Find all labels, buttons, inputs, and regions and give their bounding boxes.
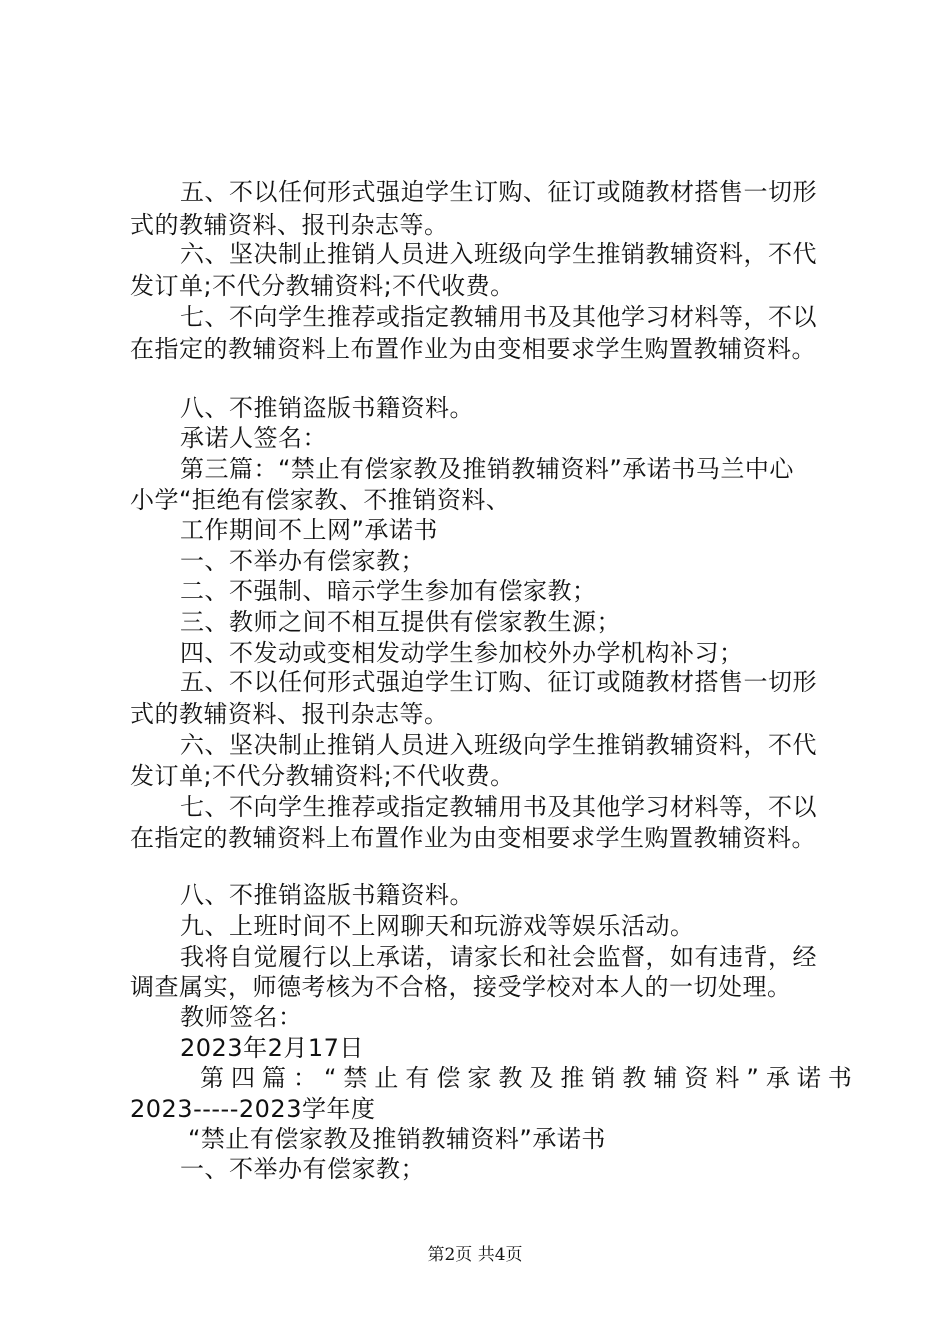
text-line: 工作期间不上网”承诺书 xyxy=(180,516,438,544)
text-line: 在指定的教辅资料上布置作业为由变相要求学生购置教辅资料。 xyxy=(130,824,816,852)
text-line: 式的教辅资料、报刊杂志等。 xyxy=(130,211,449,239)
text-line: 八、不推销盗版书籍资料。 xyxy=(180,394,474,422)
text-line: “禁止有偿家教及推销教辅资料”承诺书 xyxy=(188,1125,606,1153)
text-line: 发订单;不代分教辅资料;不代收费。 xyxy=(130,272,515,300)
text-line: 一、不举办有偿家教； xyxy=(180,1155,425,1183)
text-line: 小学“拒绝有偿家教、不推销资料、 xyxy=(130,486,511,514)
text-line: 二、不强制、暗示学生参加有偿家教； xyxy=(180,577,597,605)
page-number: 第2页 共4页 xyxy=(427,1245,523,1265)
text-line: 式的教辅资料、报刊杂志等。 xyxy=(130,700,449,728)
text-line: 七、不向学生推荐或指定教辅用书及其他学习材料等，不以 xyxy=(180,303,817,331)
section-heading: 第四篇：“禁止有偿家教及推销教辅资料”承诺书 xyxy=(200,1064,859,1092)
text-line: 五、不以任何形式强迫学生订购、征订或随教材搭售一切形 xyxy=(180,178,817,206)
text-line: 六、坚决制止推销人员进入班级向学生推销教辅资料，不代 xyxy=(180,731,817,759)
text-line: 九、上班时间不上网聊天和玩游戏等娱乐活动。 xyxy=(180,912,695,940)
text-line: 五、不以任何形式强迫学生订购、征订或随教材搭售一切形 xyxy=(180,668,817,696)
text-line: 六、坚决制止推销人员进入班级向学生推销教辅资料，不代 xyxy=(180,240,817,268)
text-line: 2023-----2023学年度 xyxy=(130,1095,376,1123)
text-line: 在指定的教辅资料上布置作业为由变相要求学生购置教辅资料。 xyxy=(130,335,816,363)
text-line: 四、不发动或变相发动学生参加校外办学机构补习； xyxy=(180,639,744,667)
text-line: 我将自觉履行以上承诺，请家长和社会监督，如有违背，经 xyxy=(180,943,817,971)
text-line: 发订单;不代分教辅资料;不代收费。 xyxy=(130,762,515,790)
text-line: 调查属实，师德考核为不合格，接受学校对本人的一切处理。 xyxy=(130,973,792,1001)
text-line: 三、教师之间不相互提供有偿家教生源； xyxy=(180,608,621,636)
text-line: 七、不向学生推荐或指定教辅用书及其他学习材料等，不以 xyxy=(180,793,817,821)
date-line: 2023年2月17日 xyxy=(180,1034,364,1062)
text-line: 八、不推销盗版书籍资料。 xyxy=(180,881,474,909)
section-heading: 第三篇：“禁止有偿家教及推销教辅资料”承诺书马兰中心 xyxy=(180,455,794,483)
text-line: 承诺人签名： xyxy=(180,424,327,452)
signature-label: 教师签名： xyxy=(180,1003,303,1031)
text-line: 一、不举办有偿家教； xyxy=(180,547,425,575)
